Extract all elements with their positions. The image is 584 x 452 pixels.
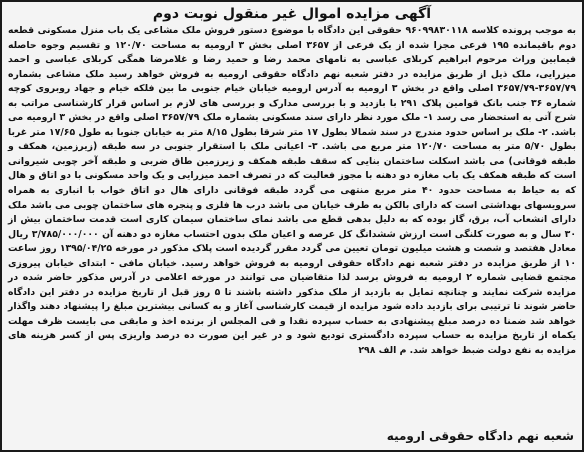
notice-body: به موجب پرونده کلاسه ۹۶۰۹۹۸۳۰۱۱۸ حقوقی این دادگاه با موضوع دستور فروش ملک مشاعی یک باب منزل مسکونی قطعه دوم باقیمانده ۱۹۵ فرعی مجزا شده از یک فرعی از ۳۶۵۷ اصلی بخش ۳ ارومیه به مساحت ۱۲۰/۷۰ و تقسیم وجوه حاصله فیمابین وراث مرحوم ابراهیم کربلای عباسی به نامهای محمد رضا و حمید رضا و غلامرضا همگی کربلای عباسی و احمد میزرایی، ملک ذیل از طریق مزایده در دفتر شعبه نهم دادگاه حقوقی ارومیه به فروش خواهد رسید ملک مشاعی بشماره ۳۶۵۷/۷۹-۳۶۵۷/۷۹ اصلی واقع در بخش ۳ ارومیه به آدرس ارومیه خیابان خیام جنوبی ما بین فلکه خیام و جهاد روبروی کوچه شماره ۳۶ جنب بانک قوامین پلاک ۲۹۱ با بازدید و با بررسی مدارک و بررسی های لازم بر اساس قرار کارشناسی مراتب به شرح آتی به استحضار می رسد ۱- ملک مورد نظر دارای سند مسکونی بشماره ملک ۳۶۵۷/۷۹ اصلی واقع در بخش ۳ ارومیه می باشد. ۲- ملک بر اساس حدود مندرج در سند شمالا بطول ۱۷ متر شرقا بطول ۸/۱۵ متر به خیابان جنوبا به طول ۱۷/۶۵ متر غربا بطول ۵/۷۰ متر به مساحت ۱۲۰/۷۰ متر مربع می باشد. ۳- اعیانی ملک با استقرار جنوبی در سه طبقه (زیرزمین، همکف و طبقه فوقانی) می باشد اسکلت ساختمان بنایی که سقف طبقه همکف و زیرزمین طاق ضربی و طبقه آخر چوبی شیروانی است که طبقه همکف یک باب مغازه دو دهنه با مجوز فعالیت که در تصرف احمد میزرایی و یک واحد مسکونی با دو اتاق و هال که به حیاط به مساحت حدود ۴۰ متر مربع منتهی می گردد طبقه فوقانی دارای هال دو اتاق خواب با انباری به همراه سرویسهای بهداشتی است که دارای بالکن به طرف خیابان می باشد درب ها فلزی و پنجره های ساختمان چوبی می باشد ملک دارای انشعاب آب، برق، گاز بوده که به دلیل بدهی قطع می باشد نمای ساختمان سیمان کاری است قدمت ساختمان بیش از ۳۰ سال و به صورت کلنگی است ارزش ششدانگ کل عرصه و اعیان ملک بدون احتساب مغازه دو دهنه آن ۳/۷۸۵/۰۰۰/۰۰۰ ریال معادل هفتصد و شصت و هشت میلیون تومان تعیین می گردد مقرر گردیده است پلاک مذکور در مورخه ۱۳۹۵/۰۴/۲۵ روز ساعت ۱۰ از طریق مزایده در دفتر شعبه نهم دادگاه حقوقی ارومیه به فروش خواهد رسید. خیابان مافی - ابتدای خیابان پیروزی مجتمع قضایی شماره ۲ ارومیه به فروش برسد لذا متقاضیان می توانند در مورخه اعلامی در آدرس مذکور حاضر شده در مزایده شرکت نمایند و چنانچه تمایل به بازدید از ملک مذکور داشته باشند تا ۵ روز قبل از تاریخ مزایده در دفتر این دادگاه حاضر شوند تا ترتیبی برای بازدید داده شود مزایده از قیمت کارشناسی آغاز و به کسانی بیشترین مبلغ را پیشنهاد دهند واگذار خواهد شد ضمنا ده درصد مبلغ پیشنهادی به حساب سپرده نقدا و فی المجلس از برنده اخذ و مابقی می بایست ظرف مهلت یکماه از تاریخ مزایده به حساب سپرده دادگستری تودیع شود و در غیر این صورت ده درصد واریزی پس از کسر هزینه های مزایده به نفع دولت ضبط خواهد شد. م الف ۲۹۸ (8, 25, 577, 357)
notice-footer-signature: شعبه نهم دادگاه حقوقی ارومیه (386, 429, 574, 443)
notice-title: آگهی مزایده اموال غیر منقول نوبت دوم (152, 6, 432, 22)
